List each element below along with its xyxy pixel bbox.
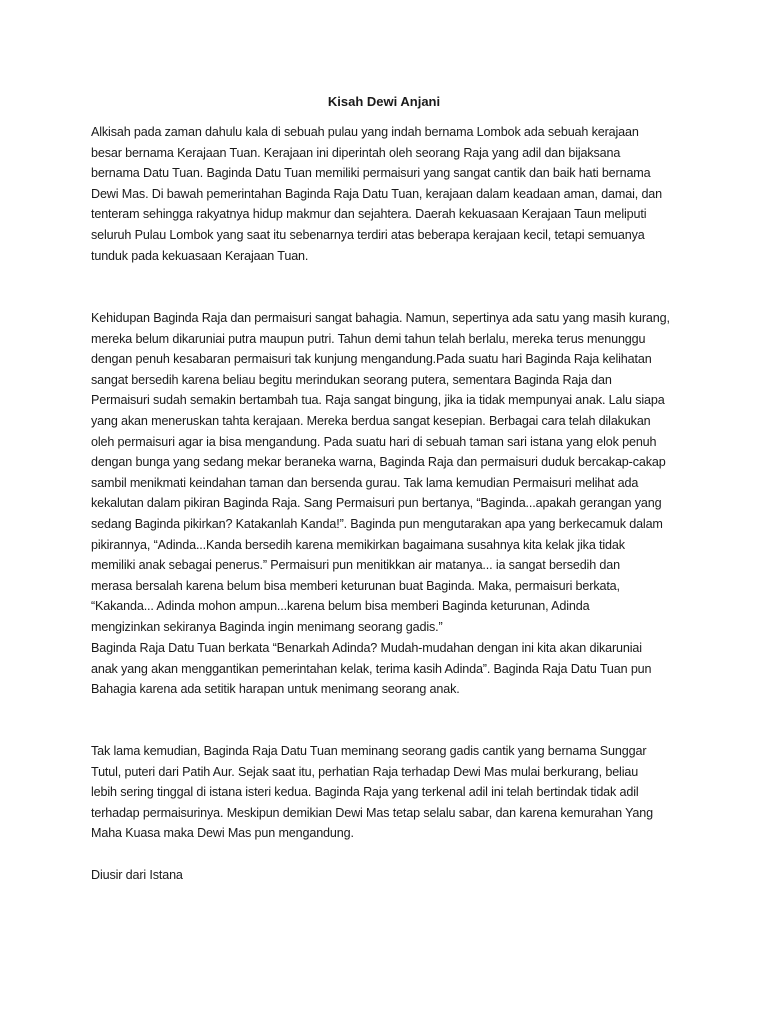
text-line: tunduk pada kekuasaan Kerajaan Tuan. (91, 248, 309, 263)
text-line: mengizinkan sekiranya Baginda ingin menimang seorang gadis.” (91, 619, 443, 634)
text-line: dengan penuh kesabaran permaisuri tak kunjung mengandung.Pada suatu hari Baginda Raja kelihatan (91, 352, 652, 367)
text-line: terhadap permaisurinya. Meskipun demikian Dewi Mas tetap selalu sabar, dan karena kemurahan Yang (91, 805, 653, 820)
text-line: Maha Kuasa maka Dewi Mas pun mengandung. (91, 826, 354, 841)
text-line: lebih sering tinggal di istana isteri kedua. Baginda Raja yang terkenal adil ini telah bertindak tidak adil (91, 785, 639, 800)
text-line: seluruh Pulau Lombok yang saat itu sebenarnya terdiri atas beberapa kerajaan kecil, tetapi semuanya (91, 227, 645, 242)
text-line: sangat bersedih karena beliau begitu merindukan seorang putera, sementara Baginda Raja dan (91, 372, 612, 387)
text-line: besar bernama Kerajaan Tuan. Kerajaan ini diperintah oleh seorang Raja yang adil dan bijaksana (91, 145, 621, 160)
section-heading-diusir (91, 865, 691, 886)
paragraph-second-wife (91, 741, 691, 844)
text-line: Dewi Mas. Di bawah pemerintahan Baginda Raja Datu Tuan, kerajaan dalam keadaan aman, damai, dan (91, 186, 663, 201)
paragraph-intro (91, 122, 691, 266)
text-line: Tak lama kemudian, Baginda Raja Datu Tuan meminang seorang gadis cantik yang bernama Sunggar (91, 744, 647, 758)
text-line: merasa bersalah karena belum bisa memberi keturunan buat Baginda. Maka, permaisuri berkata, (91, 578, 620, 593)
text-line: Permaisuri sudah semakin bertambah tua. Raja sangat bingung, jika ia tidak mempunyai anak. Lalu siapa (91, 393, 665, 408)
text-line: kekalutan dalam pikiran Baginda Raja. Sang Permaisuri pun bertanya, “Baginda...apakah gerangan yang (91, 496, 662, 511)
text-line: Bahagia karena ada setitik harapan untuk menimang seorang anak. (91, 682, 460, 697)
text-line: sambil menikmati keindahan taman dan bersenda gurau. Tak lama kemudian Permaisuri melihat ada (91, 475, 639, 490)
text-line: oleh permaisuri agar ia bisa mengandung. Pada suatu hari di sebuah taman sari istana yang elok penuh (91, 434, 657, 449)
text-line: Tutul, puteri dari Patih Aur. Sejak saat itu, perhatian Raja terhadap Dewi Mas mulai berkurang, beliau (91, 764, 639, 779)
text-line: sedang Baginda pikirkan? Katakanlah Kanda!”. Baginda pun mengutarakan apa yang berkecamuk dalam (91, 516, 663, 531)
text-line: Alkisah pada zaman dahulu kala di sebuah pulau yang indah bernama Lombok ada sebuah kerajaan (91, 125, 639, 139)
text-line: tenteram sehingga rakyatnya hidup makmur dan sejahtera. Daerah kekuasaan Kerajaan Taun meliputi (91, 207, 647, 222)
paragraph-royal-life (91, 308, 691, 638)
text-line: Kehidupan Baginda Raja dan permaisuri sangat bahagia. Namun, sepertinya ada satu yang masih kurang, (91, 311, 670, 325)
text-line: bernama Datu Tuan. Baginda Datu Tuan memiliki permaisuri yang sangat cantik dan baik hati bernama (91, 166, 651, 181)
text-line: Diusir dari Istana (91, 868, 183, 882)
text-line: yang akan meneruskan tahta kerajaan. Mereka berdua sangat kesepian. Berbagai cara telah dilakukan (91, 413, 651, 428)
text-line: memiliki anak sebagai penerus.” Permaisuri pun menitikkan air matanya... ia sangat bersedih dan (91, 558, 620, 573)
text-line: anak yang akan menggantikan pemerintahan kelak, terima kasih Adinda”. Baginda Raja Datu Tuan pun (91, 661, 652, 676)
document-title: Kisah Dewi Anjani (327, 94, 441, 109)
paragraph-king-reply (91, 638, 691, 700)
text-line: mereka belum dikaruniai putra maupun putri. Tahun demi tahun telah berlalu, mereka terus menunggu (91, 331, 646, 346)
text-line: dengan bunga yang sedang mekar beraneka warna, Baginda Raja dan permaisuri duduk bercakap-cakap (91, 455, 666, 470)
text-line: “Kakanda... Adinda mohon ampun...karena belum bisa memberi Baginda keturunan, Adinda (91, 599, 590, 614)
text-line: pikirannya, “Adinda...Kanda bersedih karena memikirkan bagaimana susahnya kita kelak jika tidak (91, 537, 625, 552)
text-line: Baginda Raja Datu Tuan berkata “Benarkah Adinda? Mudah-mudahan dengan ini kita akan dikaruniai (91, 641, 642, 655)
